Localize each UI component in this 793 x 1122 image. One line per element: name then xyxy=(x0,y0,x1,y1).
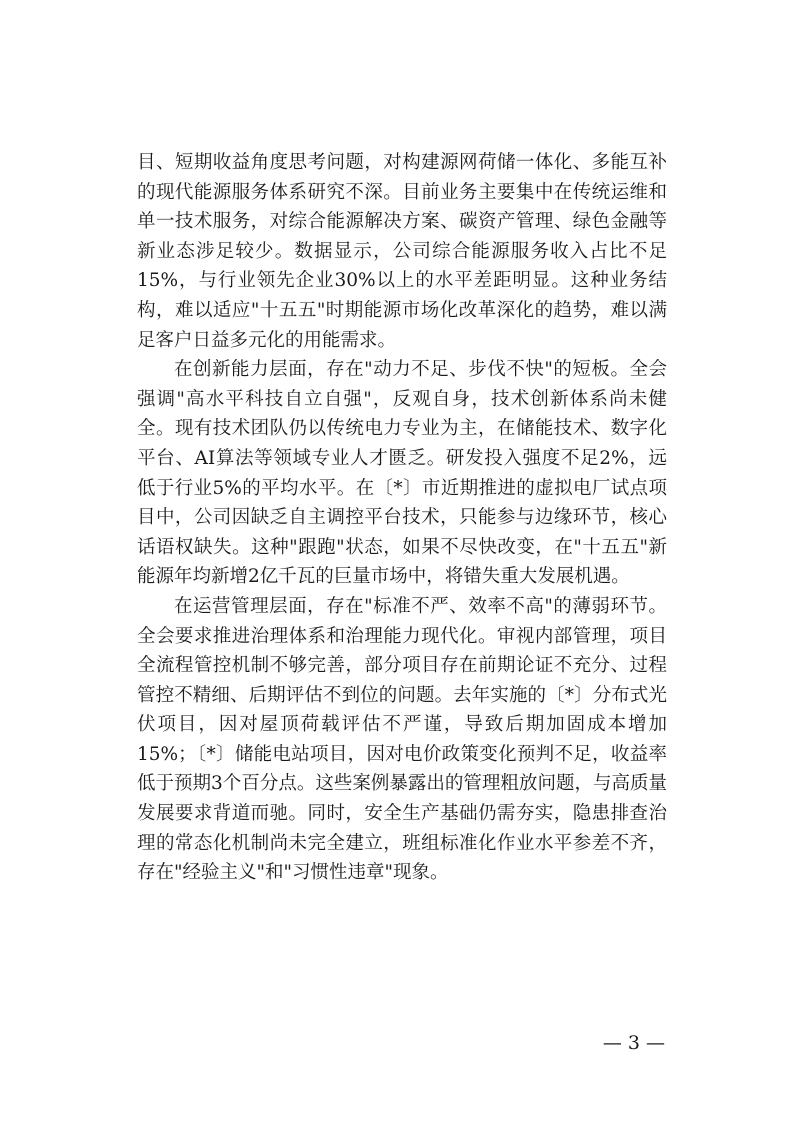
paragraph-innovation: 在创新能力层面，存在"动力不足、步伐不快"的短板。全会强调"高水平科技自立自强"，反观自身，技术创新体系尚未健全。现有技术团队仍以传统电力专业为主，在储能技术、数字化平台、AI算法等领域专业人才匮乏。研发投入强度不足2%，远低于行业5%的平均水平。在〔*〕市近期推进的虚拟电厂试点项目中，公司因缺乏自主调控平台技术，只能参与边缘环节，核心话语权缺失。这种"跟跑"状态，如果不尽快改变，在"十五五"新能源年均新增2亿千瓦的巨量市场中，将错失重大发展机遇。 xyxy=(137,359,667,588)
paragraph-operations: 在运营管理层面，存在"标准不严、效率不高"的薄弱环节。全会要求推进治理体系和治理能力现代化。审视内部管理，项目全流程管控机制不够完善，部分项目存在前期论证不充分、过程管控不精细、后期评估不到位的问题。去年实施的〔*〕分布式光伏项目，因对屋顶荷载评估不严谨，导致后期加固成本增加15%；〔*〕储能电站项目，因对电价政策变化预判不足，收益率低于预期3个百分点。这些案例暴露出的管理粗放问题，与高质量发展要求背道而驰。同时，安全生产基础仍需夯实，隐患排查治理的常态化机制尚未完全建立，班组标准化作业水平参差不齐，存在"经验主义"和"习惯性违章"现象。 xyxy=(137,595,667,884)
paragraph-continuation: 目、短期收益角度思考问题，对构建源网荷储一体化、多能互补的现代能源服务体系研究不深。目前业务主要集中在传统运维和单一技术服务，对综合能源解决方案、碳资产管理、绿色金融等新业态涉足较少。数据显示，公司综合能源服务收入占比不足15%，与行业领先企业30%以上的水平差距明显。这种业务结构，难以适应"十五五"时期能源市场化改革深化的趋势，难以满足客户日益多元化的用能需求。 xyxy=(137,152,667,351)
body-text xyxy=(137,148,667,888)
page-number: — 3 — xyxy=(602,1032,665,1054)
